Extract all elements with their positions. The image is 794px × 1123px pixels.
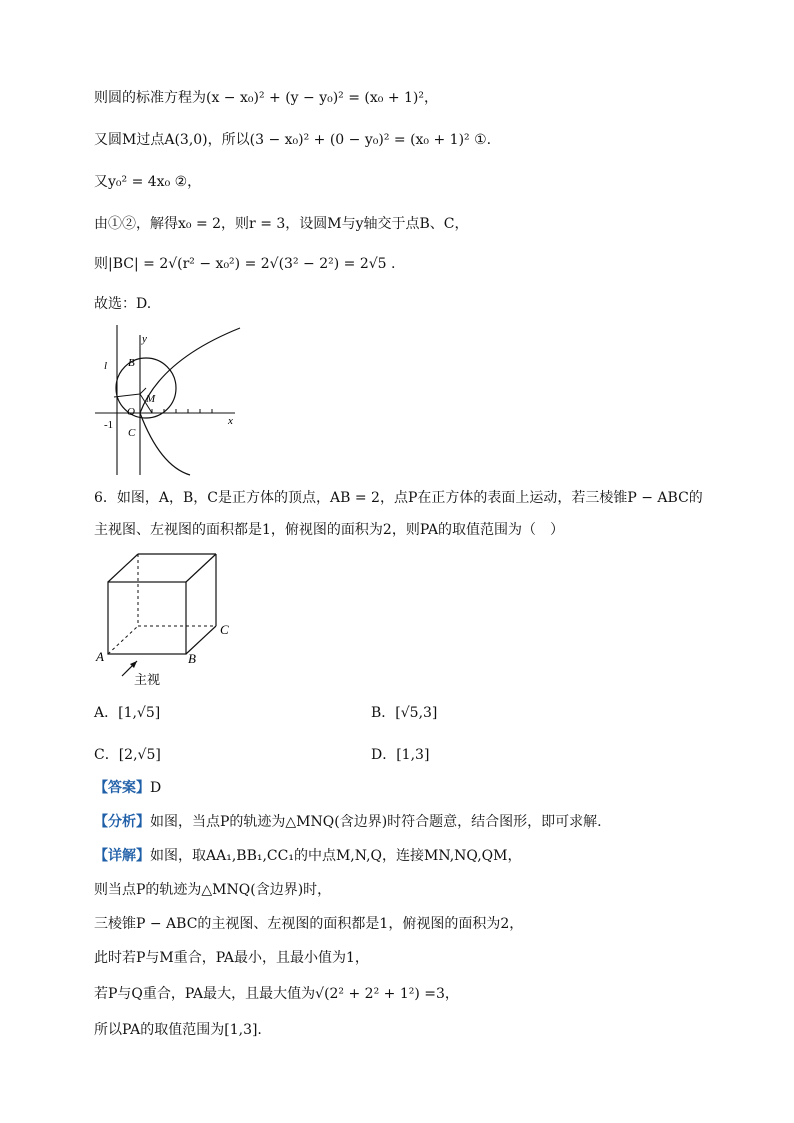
analysis-tag: 【分析】 <box>94 814 150 830</box>
circle-parabola-figure <box>90 320 250 480</box>
detail-line-1 <box>94 846 521 866</box>
answer-tag: 【答案】 <box>94 780 150 796</box>
option-d: D．[1,3] <box>371 747 430 763</box>
label-c: C <box>128 427 136 439</box>
label-o: O <box>127 406 135 418</box>
detail-text: 如图，取AA₁,BB₁,CC₁的中点M,N,Q，连接MN,NQ,QM， <box>150 848 522 864</box>
cube-front-face <box>108 582 186 654</box>
label-a: A <box>96 649 104 664</box>
detail-line-2: 则当点P的轨迹为△MNQ(含边界)时， <box>94 882 332 898</box>
detail-line-4: 此时若P与M重合，PA最小，且最小值为1， <box>94 950 369 966</box>
label-b: B <box>128 357 135 369</box>
solution-line-5: 则|BC| = 2√(r² − x₀²) = 2√(3² − 2²) = 2√5 . <box>94 256 396 272</box>
detail-line-5: 若P与Q重合，PA最大，且最大值为√(2² + 2² + 1²) =3， <box>94 986 459 1002</box>
question-line-1: 6．如图，A，B，C是正方体的顶点，AB = 2，点P在正方体的表面上运动，若三棱锥P − ABC的 <box>94 490 703 506</box>
label-x: x <box>228 415 233 427</box>
label-b: B <box>188 651 196 666</box>
detail-line-6: 所以PA的取值范围为[1,3]. <box>94 1022 262 1038</box>
option-a: A．[1,√5] <box>94 705 161 721</box>
label-y: y <box>142 333 147 345</box>
detail-tag: 【详解】 <box>94 848 150 864</box>
analysis-text: 如图，当点P的轨迹为△MNQ(含边界)时符合题意，结合图形，即可求解. <box>150 814 602 830</box>
label-neg-one: -1 <box>104 419 114 431</box>
solution-line-2: 又圆M过点A(3,0)，所以(3 − x₀)² + (0 − y₀)² = (x₀ + 1)² ①. <box>94 132 492 148</box>
label-c: C <box>220 622 229 637</box>
solution-line-4: 由①②，解得x₀ = 2，则r = 3，设圆M与y轴交于点B、C， <box>94 216 469 232</box>
option-c: C．[2,√5] <box>94 747 161 763</box>
answer-value: D <box>150 780 162 796</box>
answer-line <box>94 778 161 798</box>
label-m: M <box>146 393 156 405</box>
analysis-line <box>94 812 602 832</box>
detail-line-3: 三棱锥P − ABC的主视图、左视图的面积都是1，俯视图的面积为2， <box>94 916 524 932</box>
solution-line-1: 则圆的标准方程为(x − x₀)² + (y − y₀)² = (x₀ + 1)²， <box>94 90 439 106</box>
label-l: l <box>104 360 108 372</box>
question-line-2: 主视图、左视图的面积都是1，俯视图的面积为2，则PA的取值范围为（ ） <box>94 522 565 538</box>
option-b: B．[√5,3] <box>371 705 438 721</box>
solution-line-3: 又y₀² = 4x₀ ②， <box>94 174 202 190</box>
solution-line-6: 故选：D. <box>94 296 152 312</box>
cube-figure <box>92 548 252 688</box>
label-main-view: 主视 <box>134 673 161 688</box>
